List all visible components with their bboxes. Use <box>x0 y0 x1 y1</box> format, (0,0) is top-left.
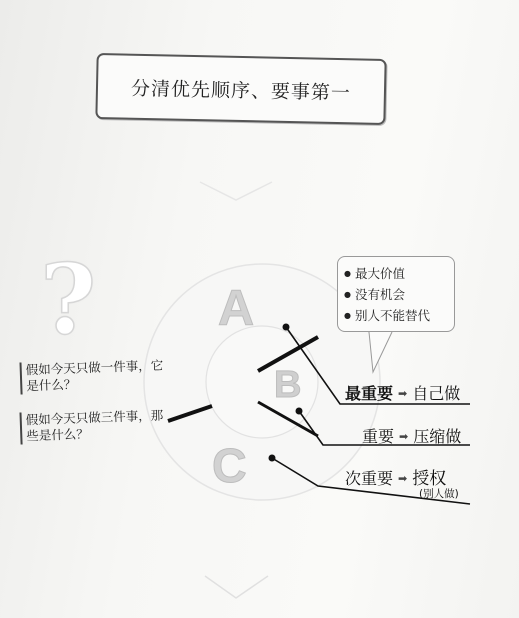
arrow-right-icon: ➡ <box>398 472 408 485</box>
letter-c: C <box>212 440 247 493</box>
priority-action: 自己做 <box>412 384 461 403</box>
top-chevron <box>200 182 272 200</box>
priority-label-c <box>345 464 459 500</box>
page-title: 分清优先顺序、要事第一 <box>130 77 352 104</box>
question-one-thing: 假如今天只做一件事，它是什么？ <box>19 357 166 394</box>
criteria-item: ● 最大价值 <box>344 263 454 284</box>
arrow-right-icon: ➡ <box>399 430 409 443</box>
criteria-callout <box>337 256 455 332</box>
title-box <box>95 53 386 125</box>
priority-level: 次重要 <box>345 469 394 488</box>
priority-action: 授权 <box>412 469 447 489</box>
criteria-item: ● 没有机会 <box>344 284 454 305</box>
priority-label-b <box>362 424 461 447</box>
arrow-right-icon: ➡ <box>398 387 408 400</box>
priority-label-a <box>345 381 460 404</box>
criteria-item: ● 别人不能替代 <box>344 305 454 326</box>
priority-level: 最重要 <box>345 384 394 403</box>
priority-level: 重要 <box>362 427 395 446</box>
question-mark-icon: ? <box>40 243 97 356</box>
letter-a: A <box>218 280 255 336</box>
priority-note: (别人做) <box>419 488 459 500</box>
letter-b: B <box>274 364 302 406</box>
bottom-chevron <box>205 576 268 598</box>
priority-action: 压缩做 <box>413 427 462 446</box>
question-three-things: 假如今天只做三件事，那些是什么？ <box>19 407 166 444</box>
callout-pointer <box>369 332 392 372</box>
